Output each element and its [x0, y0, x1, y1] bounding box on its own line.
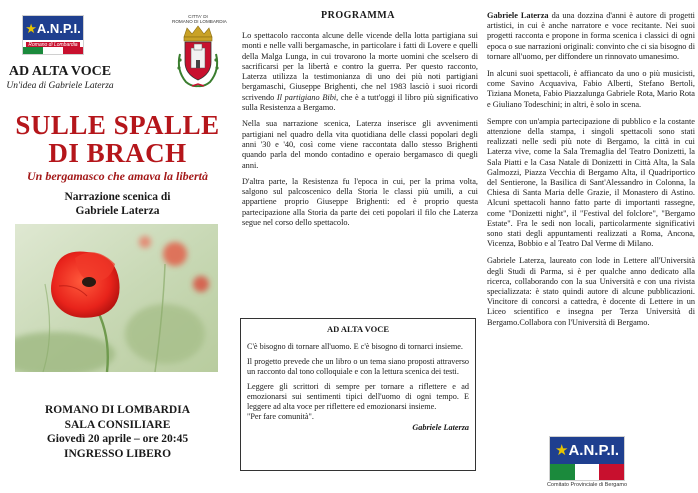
show-tagline: Un bergamasco che amava la libertà	[27, 169, 208, 183]
event-venue: SALA CONSILIARE	[64, 418, 171, 431]
coat-of-arms-icon	[172, 24, 224, 92]
show-title	[0, 111, 235, 167]
city-crest	[172, 14, 227, 96]
author-name: Gabriele Laterza	[487, 11, 549, 20]
narrator-name: Gabriele Laterza	[75, 205, 160, 217]
ad-alta-voce-box	[240, 318, 476, 471]
crest-caption-name: ROMANO DI LOMBARDIA	[172, 19, 227, 24]
anpi-logo-text: A.N.P.I.	[568, 442, 620, 459]
programme-paragraph: Nella sua narrazione scenica, Laterza inserisce gli avvenimenti partigiani nel quadro della vita quotidiana delle classi popolari degli anni '30 e '40, così come viene raccontata dallo stesso Brighenti quando parla del mondo contadino e operaio bergamasco di quegli anni.	[242, 119, 478, 170]
italian-flag-stripe	[23, 47, 83, 54]
anpi-logo-text: A.N.P.I.	[36, 21, 81, 36]
book-title: Il partigiano Bibi	[276, 92, 337, 102]
event-details	[0, 403, 235, 461]
star-icon: ★	[25, 21, 37, 36]
star-icon: ★	[554, 442, 569, 459]
anpi-committee-caption: Comitato Provinciale di Bergamo	[546, 482, 628, 488]
bio-paragraph: Sempre con un'ampia partecipazione di pubblico e la costante attenzione della stampa, i singoli spettacoli sono stati realizzati nelle sedi più note di Bergamo, la città in cui Laterza vive, come la Sala Tremaglia del Teatro Donizetti, la Sala Piatti e la Casa Natale di Donizetti in Città Alta, la Sala Galmozzi, Piazza Vecchia di Bergamo Alta, il Quadriportico del Sentierone, la Basilica di Sant'Alessandro in Colonna, la Chiesa di Santa Maria delle Grazie, il Monastero di Astino. Alcuni spettacoli hanno fatto parte di importanti rassegne, come "Donizetti night", il "Festival del folclore", "Bergamo Estate". Fra le sedi non locali, particolarmente significativi sono stati degli appuntamenti realizzati a Roma, Ancona, Vicenza, Bobbio e al Teatro Dal Verme di Milano.	[487, 116, 695, 249]
series-title: AD ALTA VOCE	[8, 64, 112, 79]
programme-heading: PROGRAMMA	[321, 10, 395, 21]
poppy-icon	[15, 224, 218, 372]
narration-credit	[0, 190, 235, 218]
author-bio	[487, 11, 695, 335]
event-admission: INGRESSO LIBERO	[63, 447, 172, 460]
box-paragraph: Leggere gli scrittori di sempre per tornare a riflettere e ad emozionarsi sui sentimenti tipici dell'uomo di ogni tempo. E leggere ad alta voce per riflettere ed emozionarsi insieme.	[247, 382, 469, 411]
programme-column	[236, 0, 480, 493]
programme-paragraph: Lo spettacolo racconta alcune delle vicende della lotta partigiana sui monti e nelle valli bergamasche, in particolare i fatti di Lovere e quelli della Malga Lunga, in cui trovarono la morte uomini che scelsero di sacrificarsi per la libertà e contro la guerra. Per questo racconto, Laterza utilizza la testimonianza di uno dei più noti partigiani bergamaschi, Giuseppe Brighenti, che nel 1983 lasciò i suoi ricordi scrivendo Il partigiano Bibi, che è a tutt'oggi il libro più significativo sulla Resistenza a Bergamo.	[242, 31, 478, 113]
series-subtitle: Un'idea di Gabriele Laterza	[6, 81, 114, 91]
event-datetime: Giovedì 20 aprile – ore 20:45	[46, 433, 189, 445]
show-title-line-1: SULLE SPALLE	[15, 110, 220, 140]
anpi-romano-logo	[22, 15, 84, 55]
event-town: ROMANO DI LOMBARDIA	[44, 404, 191, 416]
bio-paragraph: In alcuni suoi spettacoli, è affiancato da uno o più musicisti, come Savino Acquaviva, Fabio Alberti, Stefano Bertoli, Tiziana Moneta, Fabio Piazzalunga Gabriele Rota, Mario Rota e Giuliano Todeschini; in altri, è solo in scena.	[487, 69, 695, 109]
anpi-bergamo-logo	[549, 436, 625, 481]
box-motto: "Per fare comunità".	[247, 412, 314, 421]
anpi-logo-subtitle: Romano di Lombardia	[26, 42, 80, 47]
box-paragraph: C'è bisogno di tornare all'uomo. E c'è bisogno di tornarci insieme.	[247, 342, 463, 351]
programme-paragraph: D'altra parte, la Resistenza fu l'epoca in cui, per la prima volta, salgono sul palcoscenico della Storia le classi più umili, a cui appartiene proprio Giuseppe Brighenti: ed è proprio questa partecipazione alla Storia da parte dei ceti popolari il filo che Laterza segue nel corso dello spettacolo.	[242, 176, 478, 228]
narration-label: Narrazione scenica di	[64, 191, 171, 203]
author-column	[487, 0, 698, 493]
box-signature: Gabriele Laterza	[412, 423, 469, 432]
italian-flag-stripe	[550, 464, 624, 480]
poppy-photo	[15, 224, 218, 372]
programme-text	[242, 31, 478, 234]
cover-column	[0, 0, 235, 493]
show-title-line-2: DI BRACH	[48, 138, 187, 168]
box-heading: AD ALTA VOCE	[326, 324, 390, 334]
crest-caption-city: CITTA' DI	[188, 14, 208, 19]
box-paragraph: Il progetto prevede che un libro o un tema siano proposti attraverso un racconto dal tono colloquiale e con la lettura scenica dei testi.	[247, 357, 469, 376]
bio-paragraph: Gabriele Laterza da una dozzina d'anni è autore di progetti artistici, in cui è anche narratore e voce recitante. Nei suoi progetti racconta e propone in forma scenica i classici di ogni epoca o sue narrazioni originali: convinto che ci sia bisogno di tornare all'uomo, per diffondere un rinnovato umanesimo.	[487, 11, 695, 61]
bio-paragraph: Gabriele Laterza, laureato con lode in Lettere all'Università degli Studi di Parma, si è per qualche anno dedicato alla ricerca, collaborando con la sua Università e con una rivista specializzata: è stato quindi autore di alcune pubblicazioni. Vincitore di concorsi a cattedra, è docente di Lettere in un Liceo scientifico e insegna per Terza Università di Bergamo.Collabora con l'Università di Bergamo.	[487, 256, 695, 327]
